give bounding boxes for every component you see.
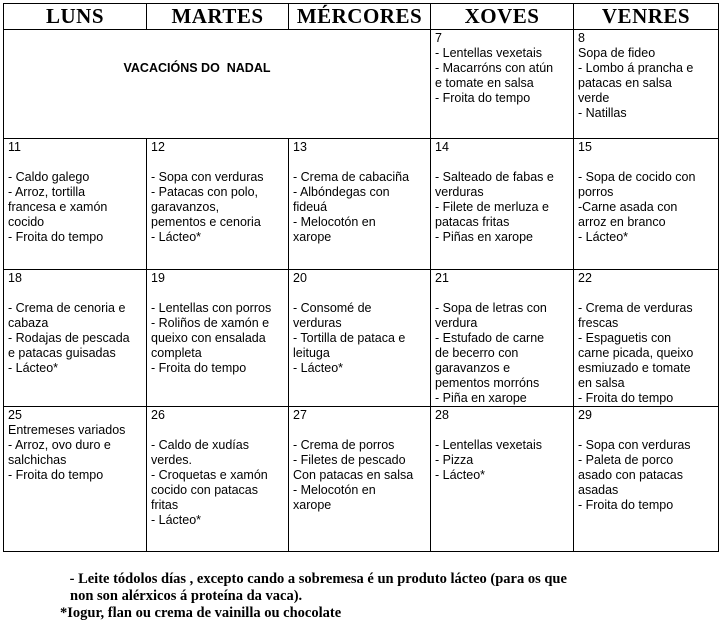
header-thursday: XOVES [431,4,574,30]
day-menu-text: 18 - Crema de cenoria e cabaza - Rodajas de pescada e patacas guisadas - Lácteo* [8,271,130,375]
day-cell [574,270,719,407]
day-menu-text: 14 - Salteado de fabas e verduras - Filete de merluza e patacas fritas - Piñas en xarope [435,140,554,244]
day-menu-text: 29 - Sopa con verduras - Paleta de porco asado con patacas asadas - Froita do tempo [578,408,691,512]
day-cell [574,139,719,270]
dairy-footnote: *Iogur, flan ou crema de vainilla ou chocolate [60,605,342,621]
day-cell [147,139,289,270]
day-menu-text: 13 - Crema de cabaciña - Albóndegas con fideuá - Melocotón en xarope [293,140,410,244]
header-friday: VENRES [574,4,719,30]
day-menu-text: 28 - Lentellas vexetais - Pizza - Lácteo* [435,408,543,482]
header-monday: LUNS [4,4,147,30]
day-cell [4,407,147,552]
day-menu-text: 11 - Caldo galego - Arroz, tortilla francesa e xamón cocido - Froita do tempo [8,140,108,244]
weekly-menu-table [3,3,719,552]
week-row-3 [4,270,719,407]
day-cell [431,30,574,139]
holiday-cell [4,30,431,139]
day-cell [431,407,574,552]
day-menu-text: 21 - Sopa de letras con verdura - Estufado de carne de becerro con garavanzos e pementos morróns - Piña en xarope [435,271,547,405]
day-cell [147,270,289,407]
week-row-1 [4,30,719,139]
day-menu-text: 20 - Consomé de verduras - Tortilla de pataca e leituga - Lácteo* [293,271,406,375]
day-menu-text: 26 - Caldo de xudías verdes. - Croquetas e xamón cocido con patacas fritas - Lácteo* [151,408,268,527]
day-cell [147,407,289,552]
day-cell [574,407,719,552]
milk-note-line-2: non son alérxicos á proteína da vaca). [70,588,303,604]
header-wednesday: MÉRCORES [289,4,431,30]
day-menu-text: 27 - Crema de porros - Filetes de pescado Con patacas en salsa - Melocotón en xarope [293,408,414,512]
week-row-4 [4,407,719,552]
day-menu-text: 19 - Lentellas con porros - Roliños de xamón e queixo con ensalada completa - Froita do tempo [151,271,272,375]
day-cell [289,139,431,270]
day-cell [431,139,574,270]
day-cell [4,270,147,407]
day-cell [574,30,719,139]
day-cell [431,270,574,407]
weekday-header-row [4,4,719,30]
day-menu-text: 7 - Lentellas vexetais - Macarróns con atún e tomate en salsa - Froita do tempo [435,31,554,105]
holiday-label: VACACIÓNS DO NADAL [123,61,271,75]
day-menu-text: 12 - Sopa con verduras - Patacas con polo, garavanzos, pementos e cenoria - Lácteo* [151,140,264,244]
day-cell [289,270,431,407]
day-menu-text: 25 Entremeses variados - Arroz, ovo duro e salchichas - Froita do tempo [8,408,126,482]
day-cell [4,139,147,270]
day-menu-text: 22 - Crema de verduras frescas - Espaguetis con carne picada, queixo esmiuzado e tomate en salsa - Froita do tempo [578,271,694,405]
header-tuesday: MARTES [147,4,289,30]
milk-note-line-1: - Leite tódolos días , excepto cando a sobremesa é un produto lácteo (para os que [66,571,567,587]
day-menu-text: 8 Sopa de fideo - Lombo á prancha e patacas en salsa verde - Natillas [578,31,694,120]
day-cell [289,407,431,552]
menu-notes [60,571,567,622]
week-row-2 [4,139,719,270]
day-menu-text: 15 - Sopa de cocido con porros -Carne asada con arroz en branco - Lácteo* [578,140,696,244]
